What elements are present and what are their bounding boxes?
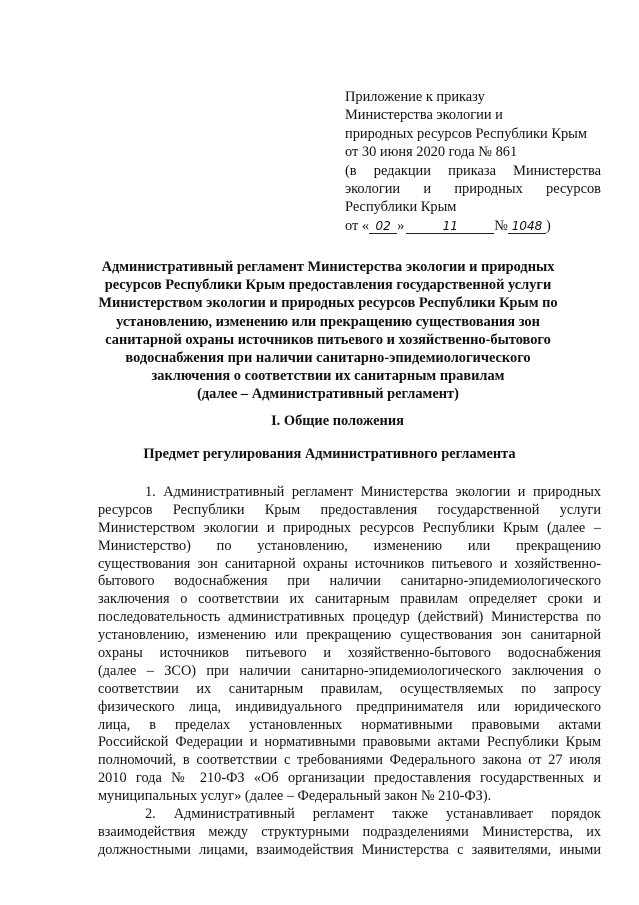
date-prefix: от «	[345, 217, 370, 234]
paragraph-line: взаимодействия между структурными подразделениями Министерства, их	[98, 823, 601, 840]
paragraph-line: муниципальных услуг» (далее – Федеральный закон № 210-ФЗ).	[98, 788, 492, 805]
title-line: (далее – Административный регламент)	[197, 386, 459, 403]
handwritten-day: 02	[369, 219, 397, 234]
paragraph-line: лица, в пределах установленных нормативными правовыми актами	[98, 716, 601, 733]
edition-word: приказа	[448, 162, 496, 179]
paragraph-line: Российской Федерации и нормативными правовыми актами Республики Крым	[98, 734, 601, 751]
paragraph-line: последовательность административных процедур (действий) Министерства по	[98, 609, 601, 626]
date-close: )	[546, 217, 551, 234]
approval-line: природных ресурсов Республики Крым	[345, 125, 587, 142]
paragraph-line: установлению, изменению или прекращению существования зон санитарной	[98, 627, 601, 644]
approval-line: от 30 июня 2020 года № 861	[345, 144, 518, 161]
approval-block	[345, 88, 601, 235]
paragraph-line: 1. Административный регламент Министерства экологии и природных	[145, 484, 601, 500]
paragraph-line: ресурсов Республики Крым предоставления государственной услуги	[98, 501, 601, 518]
edition-word: (в	[345, 162, 357, 179]
paragraph-line: бытового водоснабжения при наличии санитарно-эпидемиологического	[98, 573, 601, 590]
handwritten-month: 11	[406, 219, 494, 234]
edition-word: ресурсов	[546, 181, 601, 198]
edition-word: редакции	[373, 162, 431, 179]
edition-word: экологии	[345, 181, 401, 198]
approval-line: Министерства экологии и	[345, 107, 503, 124]
handwritten-number: 1048	[508, 219, 546, 234]
title-line: водоснабжения при наличии санитарно-эпидемиологического	[125, 350, 531, 367]
paragraph-line: Министерством экологии и природных ресурсов Республики Крым (далее –	[98, 519, 601, 536]
title-line: санитарной охраны источников питьевого и хозяйственно-бытового	[105, 331, 551, 348]
section-subheading: Предмет регулирования Административного регламента	[143, 446, 516, 462]
paragraph-line: Министерство) по установлению, изменению или прекращению	[98, 537, 601, 554]
title-line: заключения о соответствии их санитарным правилам	[151, 368, 505, 385]
edition-date-line	[345, 217, 601, 235]
paragraph-line: полномочий, в соответствии с требованиями Федерального закона от 27 июля	[98, 752, 601, 769]
document-title	[98, 258, 558, 404]
number-sign: №	[494, 217, 509, 234]
title-line: ресурсов Республики Крым предоставления государственной услуги	[104, 277, 552, 294]
edition-word: и	[423, 181, 432, 198]
paragraph-line: физического лица, индивидуального предпринимателя или юридического	[98, 698, 601, 715]
paragraph-line: 2010 года № 210-ФЗ «Об организации предоставления государственных и	[98, 770, 601, 787]
section-heading: I. Общие положения	[271, 413, 404, 429]
paragraph-line: (далее – ЗСО) при наличии санитарно-эпидемиологического заключения о	[98, 662, 601, 679]
edition-line	[345, 162, 601, 180]
paragraph-line: заключения о соответствии их санитарным правилам определяет сроки и	[98, 591, 601, 608]
approval-line: Приложение к приказу	[345, 89, 485, 105]
paragraph-line: соответствии их санитарным правилам, осуществляемых по запросу	[98, 680, 601, 697]
title-line: установлению, изменению или прекращению существования зон	[116, 313, 540, 330]
paragraph-line: существования зон санитарной охраны источников питьевого и хозяйственно-	[98, 555, 601, 572]
paragraph-line: охраны источников питьевого и хозяйственно-бытового водоснабжения	[98, 645, 601, 662]
edition-line	[345, 180, 601, 198]
date-quote: »	[397, 217, 405, 234]
edition-word: природных	[454, 181, 523, 198]
body-text	[98, 484, 601, 860]
paragraph-line: 2. Административный регламент также устанавливает порядок	[145, 806, 601, 823]
title-line: Административный регламент Министерства экологии и природных	[101, 259, 555, 275]
edition-word: Министерства	[513, 162, 601, 179]
paragraph-line: должностными лицами, взаимодействия Министерства с заявителями, иными	[98, 841, 601, 858]
edition-line: Республики Крым	[345, 199, 457, 216]
title-line: Министерством экологии и природных ресурсов Республики Крым по	[98, 295, 558, 312]
